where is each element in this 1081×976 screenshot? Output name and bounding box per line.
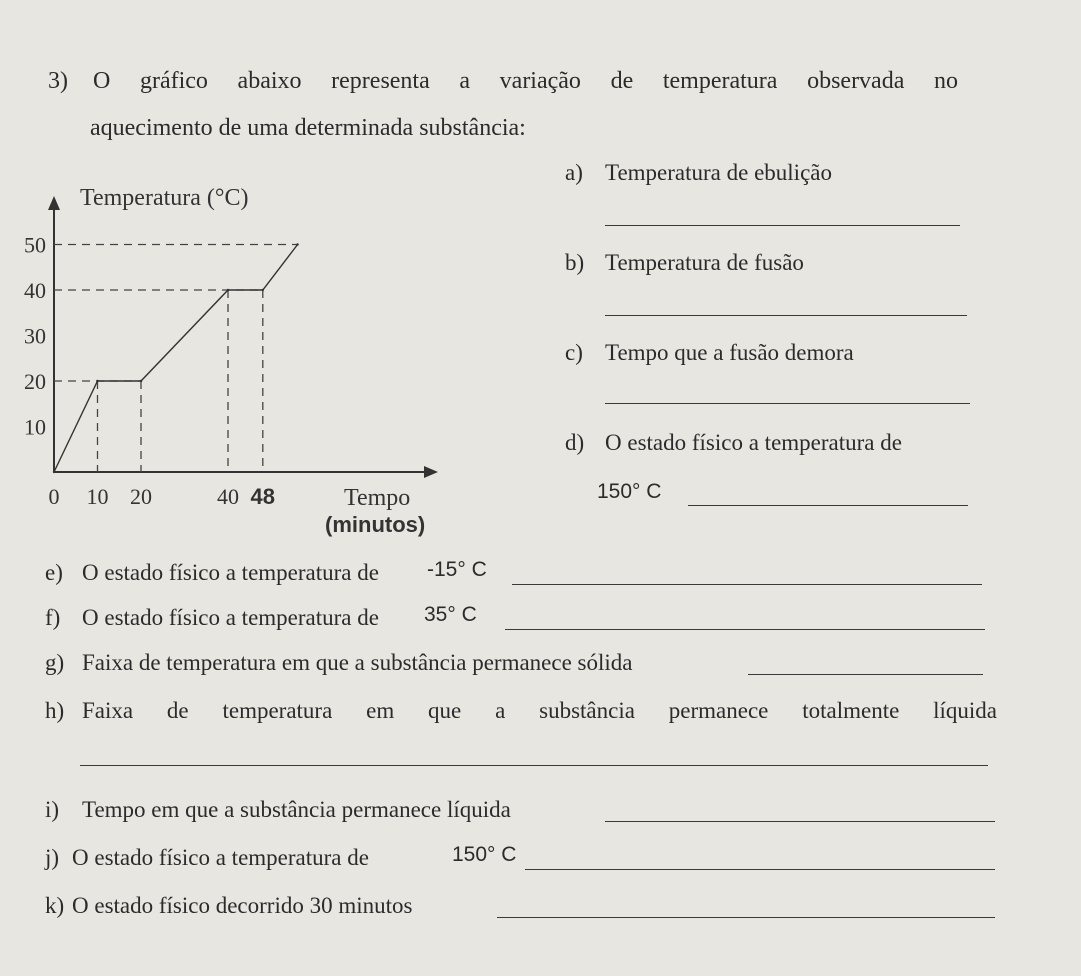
item-g-letter: g) bbox=[45, 650, 65, 675]
item-f-answer-line[interactable] bbox=[505, 629, 985, 630]
x-axis-label: Tempo bbox=[344, 485, 411, 511]
item-k-text: O estado físico decorrido 30 minutos bbox=[72, 893, 413, 918]
item-f-value: 35° C bbox=[424, 603, 477, 626]
x-tick-label: 10 bbox=[86, 484, 109, 509]
item-g-text: Faixa de temperatura em que a substância permanece sólida bbox=[82, 650, 633, 675]
item-k-answer-line[interactable] bbox=[497, 917, 995, 918]
item-c-text: Tempo que a fusão demora bbox=[605, 340, 854, 365]
item-k-letter: k) bbox=[45, 893, 65, 918]
y-tick-label: 50 bbox=[24, 232, 46, 258]
item-d-text: O estado físico a temperatura de bbox=[605, 430, 902, 455]
item-c-answer-line[interactable] bbox=[605, 403, 970, 404]
y-tick-label: 30 bbox=[24, 323, 46, 349]
item-e-text: O estado físico a temperatura de bbox=[82, 560, 379, 585]
temperature-series-line bbox=[54, 245, 298, 473]
data-point bbox=[262, 289, 264, 291]
x-axis-arrow bbox=[424, 466, 438, 478]
data-point bbox=[140, 380, 142, 382]
x-tick-label: 40 bbox=[217, 484, 239, 509]
item-c-letter: c) bbox=[565, 340, 583, 365]
y-axis-arrow bbox=[48, 196, 60, 210]
x-tick-label: 48 bbox=[250, 484, 276, 509]
item-b-letter: b) bbox=[565, 250, 585, 275]
question-intro-line2: aquecimento de uma determinada substância: bbox=[90, 115, 526, 141]
item-e-letter: e) bbox=[45, 560, 63, 585]
item-e-value: -15° C bbox=[427, 558, 487, 581]
item-b-text: Temperatura de fusão bbox=[605, 250, 804, 275]
item-f-letter: f) bbox=[45, 605, 61, 630]
item-b-answer-line[interactable] bbox=[605, 315, 967, 316]
chart-axes bbox=[48, 196, 438, 478]
data-point bbox=[296, 243, 298, 245]
item-j-value: 150° C bbox=[452, 843, 517, 866]
item-d-value: 150° C bbox=[597, 480, 662, 503]
y-tick-label: 40 bbox=[24, 278, 46, 303]
item-i-text: Tempo em que a substância permanece líquida bbox=[82, 797, 511, 822]
y-tick-label: 20 bbox=[24, 369, 46, 394]
item-g-answer-line[interactable] bbox=[748, 674, 983, 675]
item-h-answer-line[interactable] bbox=[80, 765, 988, 766]
x-tick-label: 20 bbox=[130, 484, 152, 509]
data-point bbox=[53, 471, 55, 473]
y-axis-label: Temperatura (°C) bbox=[80, 185, 249, 211]
x-axis-unit-label: (minutos) bbox=[325, 512, 426, 537]
data-point bbox=[227, 289, 229, 291]
data-point bbox=[96, 380, 98, 382]
item-a-answer-line[interactable] bbox=[605, 225, 960, 226]
temperature-chart bbox=[0, 160, 470, 540]
item-j-text: O estado físico a temperatura de bbox=[72, 845, 369, 870]
item-i-letter: i) bbox=[45, 797, 60, 822]
question-number: 3) bbox=[48, 68, 68, 94]
x-tick-label: 0 bbox=[48, 484, 60, 509]
item-h-text: Faixa de temperatura em que a substância permanece totalmente líquida bbox=[82, 698, 997, 723]
y-tick-label: 10 bbox=[24, 414, 46, 440]
item-d-answer-line[interactable] bbox=[688, 505, 968, 506]
item-h-letter: h) bbox=[45, 698, 65, 723]
item-d-letter: d) bbox=[565, 430, 585, 455]
item-i-answer-line[interactable] bbox=[605, 821, 995, 822]
item-j-answer-line[interactable] bbox=[525, 869, 995, 870]
item-a-text: Temperatura de ebulição bbox=[605, 160, 832, 185]
question-intro-line1: O gráfico abaixo representa a variação de temperatura observada no bbox=[93, 68, 958, 94]
item-j-letter: j) bbox=[45, 845, 60, 870]
item-e-answer-line[interactable] bbox=[512, 584, 982, 585]
item-f-text: O estado físico a temperatura de bbox=[82, 605, 379, 630]
item-a-letter: a) bbox=[565, 160, 583, 185]
